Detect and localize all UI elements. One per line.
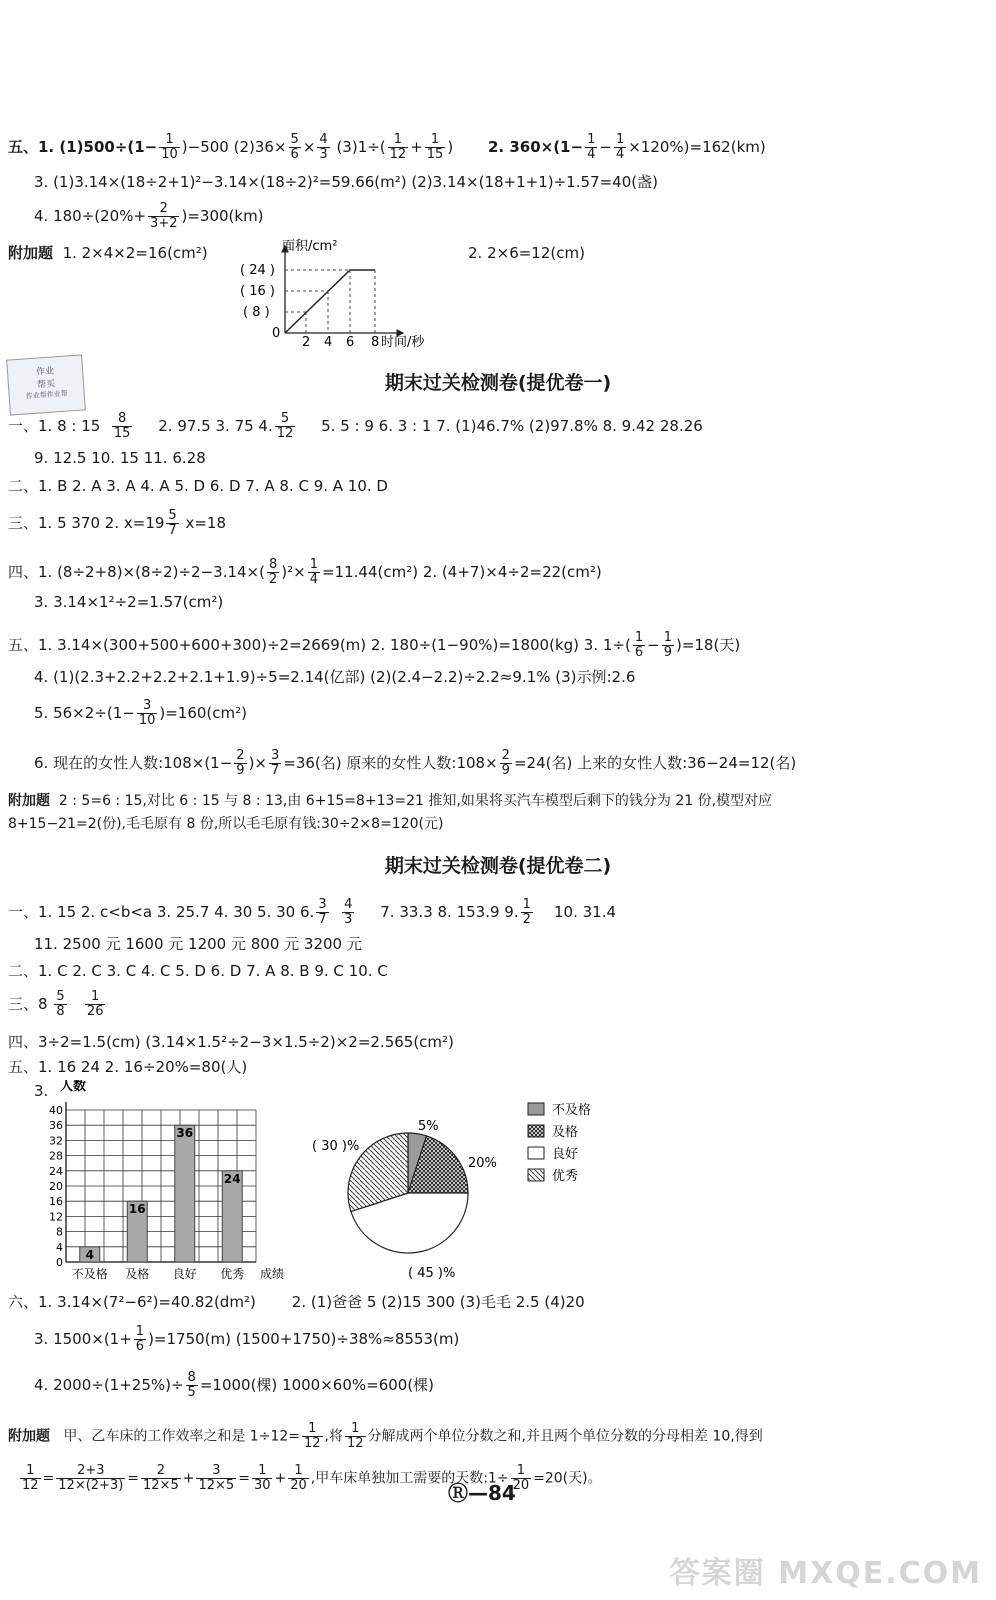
exam2-bonus-line1: 附加题 甲、乙车床的工作效率之和是 1÷12= $\frac{1}{12}$ ,将 $\frac{1}{12}$ 分解成两个单位分数之和,并且两个单位分数的分母相差 10,得到 xyxy=(8,1421,763,1451)
exam2-row3: 二、1. C 2. C 3. C 4. C 5. D 6. D 7. A 8. B 9. C 10. C xyxy=(8,962,388,980)
exam1-row4: 三、1. 5 370 2. x=19 $\frac{5}{7}$ x=18 xyxy=(8,508,226,538)
bar-category-label: 优秀 xyxy=(220,1267,245,1281)
graph-x-label: 6 xyxy=(346,335,355,348)
area-time-graph xyxy=(238,238,438,348)
pie-value-label: 5% xyxy=(418,1119,439,1134)
bonus1-answer2: 2. 2×6=12(cm) xyxy=(468,244,585,262)
pie-legend-label: 良好 xyxy=(552,1147,579,1162)
pie-legend-swatch xyxy=(528,1147,544,1159)
bar-y-tick-label: 12 xyxy=(49,1210,63,1224)
exam1-bonus-line1: 附加题 2 : 5=6 : 15,对比 6 : 15 与 8 : 13,由 6+15=8+13=21 推知,如果将买汽车模型后剩下的钱分为 21 份,模型对应 xyxy=(8,793,773,809)
sec5-line1: 五、1. (1)500÷(1− $\frac{1}{10}$ )−500 (2)36× $\frac{5}{6}$ × $\frac{4}{3}$ (3)1÷( $\frac{1}{12}$ + $\frac{1}{15}$ ) 2. 360×(1− $\frac{1}{4}$ − $\frac{1}{4}$ ×120%)=162(km) xyxy=(8,132,766,162)
bar-y-tick-label: 0 xyxy=(56,1256,63,1269)
pie-legend-swatch xyxy=(528,1125,544,1137)
exam1-row6: 3. 3.14×1²÷2=1.57(cm²) xyxy=(34,593,224,611)
pie-legend-label: 及格 xyxy=(552,1125,579,1140)
exam1-row7: 五、1. 3.14×(300+500+600+300)÷2=2669(m) 2. 180÷(1−90%)=1800(kg) 3. 1÷( $\frac{1}{6}$ − $\frac{1}{9}$ )=18(天) xyxy=(8,630,741,660)
exam1-title: 期末过关检测卷(提优卷一) xyxy=(384,372,612,394)
graph-line xyxy=(285,270,375,333)
exam2-row7: 六、1. 3.14×(7²−6²)=40.82(dm²) 2. (1)爸爸 5 (2)15 300 (3)毛毛 2.5 (4)20 xyxy=(8,1293,585,1311)
bar-category-label: 及格 xyxy=(125,1267,150,1281)
graph-origin: 0 xyxy=(272,326,281,341)
pie-value-label: ( 30 )% xyxy=(312,1139,360,1154)
bar-value-label: 16 xyxy=(128,1202,146,1217)
graph-y-label: ( 16 ) xyxy=(240,284,275,299)
exam2-q3: 3. xyxy=(34,1082,49,1100)
exam1-row2: 9. 12.5 10. 15 11. 6.28 xyxy=(34,449,206,467)
graph-x-label: 4 xyxy=(324,335,333,348)
pie-value-label: 20% xyxy=(468,1156,497,1171)
bar-y-tick-label: 16 xyxy=(49,1195,63,1209)
bar-良好 xyxy=(175,1125,195,1262)
bar-y-title: 人数 xyxy=(60,1080,87,1094)
pie-chart xyxy=(300,1095,630,1285)
sec5-line3: 4. 180÷(20%+ $\frac{2}{3+2}$ )=300(km) xyxy=(34,201,264,231)
bar-chart xyxy=(40,1080,290,1285)
watermark-logo: 答案圈 MXQE.COM xyxy=(669,1556,982,1591)
bar-category-label: 良好 xyxy=(172,1267,197,1281)
bar-category-label: 不及格 xyxy=(71,1267,108,1281)
bar-y-tick-label: 8 xyxy=(56,1225,63,1239)
bar-y-tick-label: 36 xyxy=(49,1119,63,1133)
graph-x-label: 8 xyxy=(371,335,380,348)
pie-legend-swatch xyxy=(528,1169,544,1181)
bar-y-tick-label: 32 xyxy=(49,1134,63,1148)
exam2-row2: 11. 2500 元 1600 元 1200 元 800 元 3200 元 xyxy=(34,935,362,953)
exam2-row5: 四、3÷2=1.5(cm) (3.14×1.5²÷2−3×1.5÷2)×2=2.565(cm²) xyxy=(8,1033,454,1051)
bar-y-tick-label: 28 xyxy=(49,1149,63,1163)
page-number: Ⓡ—84 xyxy=(448,1481,516,1505)
exam2-row8: 3. 1500×(1+ $\frac{1}{6}$ )=1750(m) (1500+1750)÷38%≈8553(m) xyxy=(34,1324,460,1354)
pie-legend-label: 优秀 xyxy=(552,1169,579,1184)
exam1-row5: 四、1. (8÷2+8)×(8÷2)÷2−3.14×( $\frac{8}{2}$ )²× $\frac{1}{4}$ =11.44(cm²) 2. (4+7)×4÷2=22(cm²) xyxy=(8,557,602,587)
exam1-row3: 二、1. B 2. A 3. A 4. A 5. D 6. D 7. A 8. C 9. A 10. D xyxy=(8,477,388,495)
bar-value-label: 36 xyxy=(176,1126,194,1141)
graph-y-label: ( 24 ) xyxy=(240,263,275,278)
graph-x-title: 时间/秒 xyxy=(381,335,425,348)
exam1-row1: 一、1. 8 : 15 $\frac{8}{15}$ 2. 97.5 3. 75 4. $\frac{5}{12}$ 5. 5 : 9 6. 3 : 1 7. (1)46.7% (2)97.8% 8. 9.42 28.26 xyxy=(8,411,703,441)
exam1-row8: 4. (1)(2.3+2.2+2.2+2.1+1.9)÷5=2.14(亿部) (2)(2.4−2.2)÷2.2≈9.1% (3)示例:2.6 xyxy=(34,668,636,686)
bonus1-line: 附加题 1. 2×4×2=16(cm²) xyxy=(8,244,208,262)
exam2-row4: 三、8 $\frac{5}{8}$ $\frac{1}{26}$ xyxy=(8,989,104,1019)
bar-y-tick-label: 24 xyxy=(49,1164,63,1178)
bar-y-tick-label: 40 xyxy=(49,1104,63,1117)
exam2-row1: 一、1. 15 2. c<b<a 3. 25.7 4. 30 5. 30 6. $\frac{3}{7}$ $\frac{4}{3}$ 7. 33.3 8. 153.9 9. $\frac{1}{2}$ 10. 31.4 xyxy=(8,897,617,927)
exam1-bonus-line2: 8+15−21=2(份),毛毛原有 8 份,所以毛毛原有钱:30÷2×8=120(元) xyxy=(8,816,444,832)
bar-y-tick-label: 4 xyxy=(56,1240,63,1254)
bar-y-tick-label: 20 xyxy=(49,1180,63,1193)
pie-value-label: ( 45 )% xyxy=(408,1266,456,1281)
bar-x-title: 成绩 xyxy=(260,1267,285,1281)
graph-x-label: 2 xyxy=(302,335,311,348)
exam2-row6: 五、1. 16 24 2. 16÷20%=80(人) xyxy=(8,1058,248,1076)
exam2-bonus-line2: $\frac{1}{12}$ = $\frac{2+3}{12\times(2+3)}$ = $\frac{2}{12\times 5}$ + $\frac{3}{12\times 5}$ = $\frac{1}{30}$ + $\frac{1}{20}$ ,甲车床单独加工需要的天数:1÷ $\frac{1}{20}$ =20(天)。 xyxy=(22,1463,602,1493)
sec5-line2: 3. (1)3.14×(18÷2+1)²−3.14×(18÷2)²=59.66(m²) (2)3.14×(18+1+1)÷1.57=40(盏) xyxy=(34,173,658,191)
graph-y-label: ( 8 ) xyxy=(243,305,270,320)
graph-y-title: 面积/cm² xyxy=(282,239,338,254)
pie-legend-swatch xyxy=(528,1103,544,1115)
exam2-row9: 4. 2000÷(1+25%)÷ $\frac{8}{5}$ =1000(棵) 1000×60%=600(棵) xyxy=(34,1370,435,1400)
exam2-title: 期末过关检测卷(提优卷二) xyxy=(384,855,612,877)
stamp-image: 作业 帮买 作业帮作业帮 xyxy=(6,354,86,415)
bar-value-label: 4 xyxy=(85,1247,94,1262)
exam1-row10: 6. 现在的女性人数:108×(1− $\frac{2}{9}$ )× $\frac{3}{7}$ =36(名) 原来的女性人数:108× $\frac{2}{9}$ =24(名) 上来的女性人数:36−24=12(名) xyxy=(34,748,797,778)
pie-legend-label: 不及格 xyxy=(552,1103,592,1118)
exam1-row9: 5. 56×2÷(1− $\frac{3}{10}$ )=160(cm²) xyxy=(34,698,247,728)
bar-value-label: 24 xyxy=(223,1171,241,1186)
